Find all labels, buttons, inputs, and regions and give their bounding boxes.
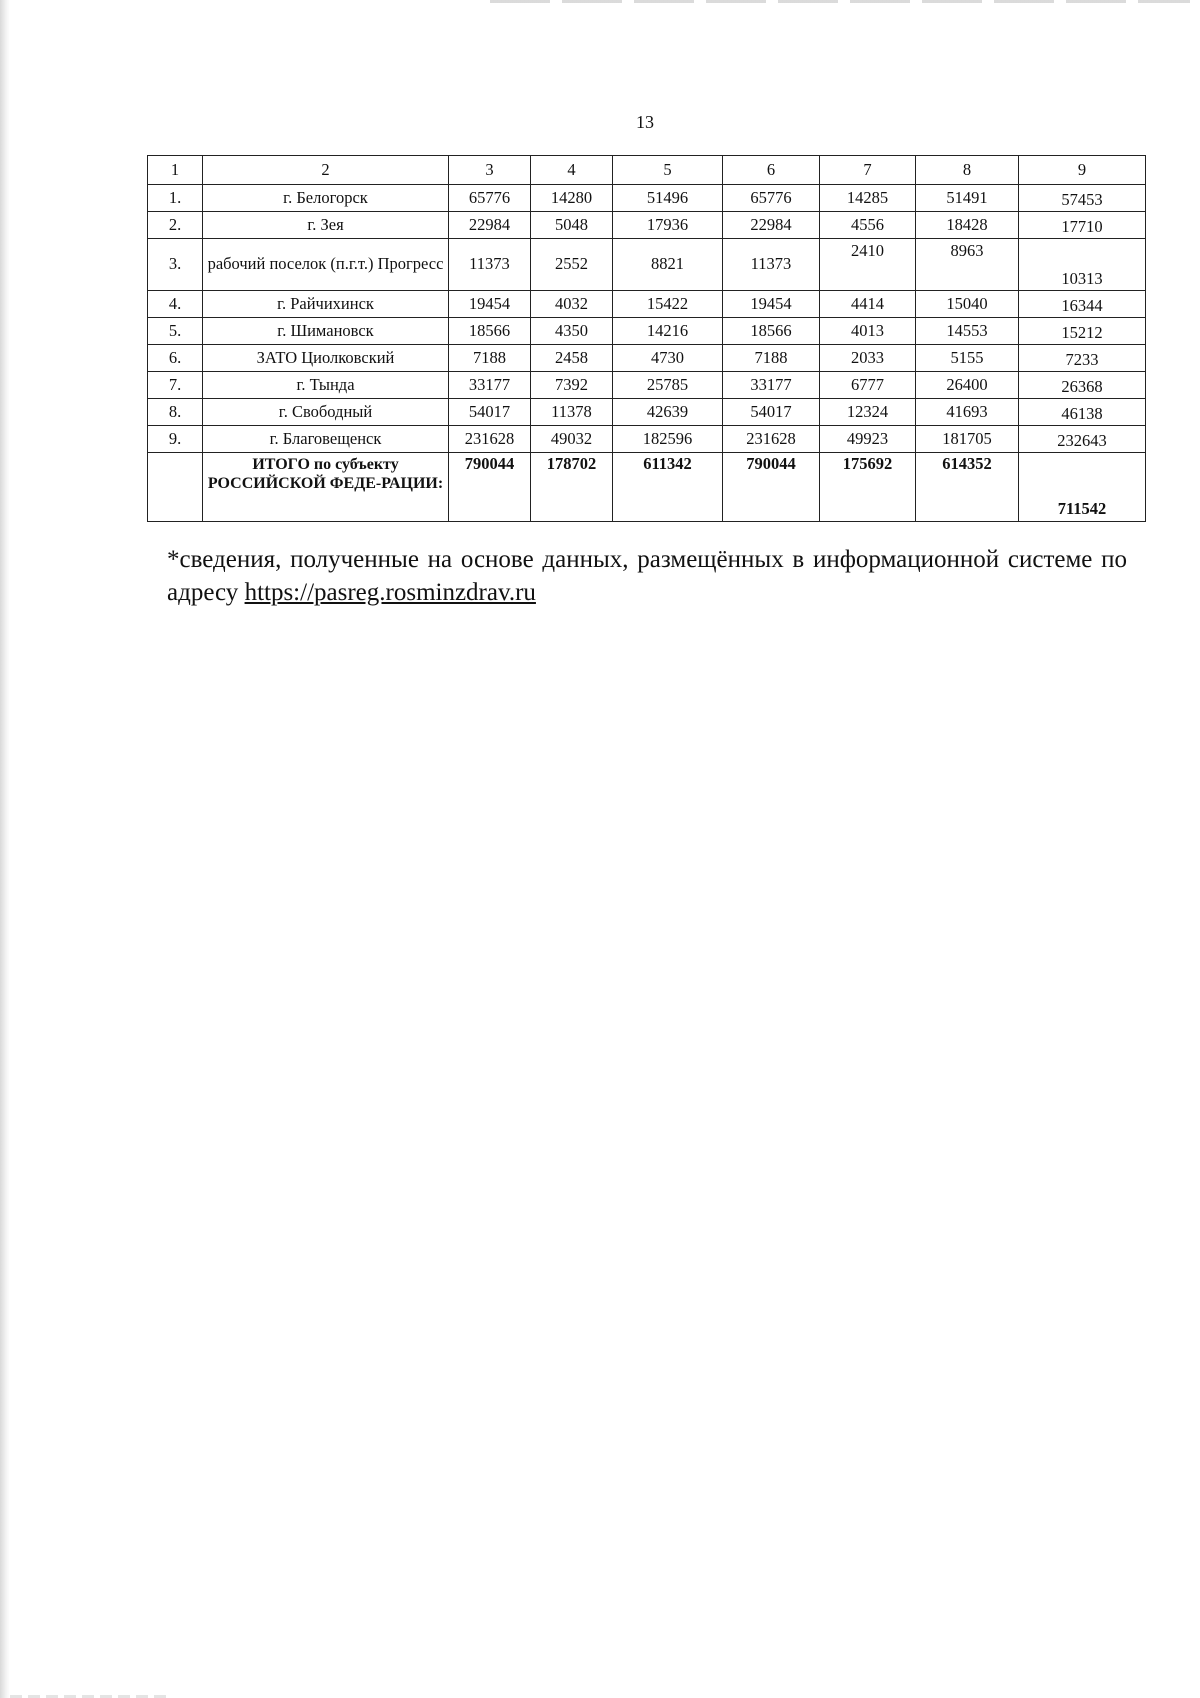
cell-col-3: 33177 — [449, 372, 531, 399]
cell-col-3: 54017 — [449, 399, 531, 426]
cell-col-9: 15212 — [1019, 318, 1146, 345]
cell-col-1: 6. — [148, 345, 203, 372]
cell-col-1: 2. — [148, 212, 203, 239]
cell-col-8: 614352 — [916, 453, 1019, 522]
cell-col-6: 231628 — [723, 426, 820, 453]
table-row — [148, 426, 1146, 453]
scan-artifact-top — [490, 0, 1190, 3]
cell-col-1: 5. — [148, 318, 203, 345]
footnote — [167, 544, 1127, 609]
cell-col-4: 4350 — [531, 318, 613, 345]
cell-col-6: 19454 — [723, 291, 820, 318]
cell-col-7: 2410 — [820, 239, 916, 291]
cell-col-8: 8 — [916, 156, 1019, 185]
cell-col-8: 18428 — [916, 212, 1019, 239]
table-row — [148, 239, 1146, 291]
cell-col-1: 1 — [148, 156, 203, 185]
cell-col-3: 3 — [449, 156, 531, 185]
footnote-link[interactable]: https://pasreg.rosminzdrav.ru — [244, 578, 536, 606]
cell-col-1: 1. — [148, 185, 203, 212]
cell-col-9: 9 — [1019, 156, 1146, 185]
cell-col-9: 7233 — [1019, 345, 1146, 372]
cell-col-8: 15040 — [916, 291, 1019, 318]
scan-edge — [0, 0, 10, 1698]
statistics-table — [147, 155, 1146, 522]
cell-col-2: г. Белогорск — [203, 185, 449, 212]
cell-col-2: г. Благовещенск — [203, 426, 449, 453]
cell-col-4: 7392 — [531, 372, 613, 399]
table-header-row — [148, 156, 1146, 185]
cell-col-8: 5155 — [916, 345, 1019, 372]
cell-col-2: г. Зея — [203, 212, 449, 239]
cell-col-5: 51496 — [613, 185, 723, 212]
cell-col-1: 8. — [148, 399, 203, 426]
cell-col-6: 7188 — [723, 345, 820, 372]
table-body — [148, 156, 1146, 522]
cell-col-8: 8963 — [916, 239, 1019, 291]
cell-col-4: 2458 — [531, 345, 613, 372]
cell-col-9: 232643 — [1019, 426, 1146, 453]
cell-col-5: 42639 — [613, 399, 723, 426]
cell-col-5: 17936 — [613, 212, 723, 239]
cell-col-9: 10313 — [1019, 239, 1146, 291]
cell-col-3: 19454 — [449, 291, 531, 318]
table-row — [148, 345, 1146, 372]
cell-col-3: 11373 — [449, 239, 531, 291]
cell-col-2: г. Тында — [203, 372, 449, 399]
footnote-text: *сведения, полученные на основе данных, размещённых в информационной системе по адресу — [167, 546, 1127, 606]
cell-col-4: 4032 — [531, 291, 613, 318]
cell-col-4: 11378 — [531, 399, 613, 426]
cell-col-1: 9. — [148, 426, 203, 453]
cell-col-1: 7. — [148, 372, 203, 399]
cell-col-1 — [148, 453, 203, 522]
cell-col-6: 11373 — [723, 239, 820, 291]
cell-col-7: 49923 — [820, 426, 916, 453]
cell-col-6: 33177 — [723, 372, 820, 399]
cell-col-8: 41693 — [916, 399, 1019, 426]
cell-col-3: 7188 — [449, 345, 531, 372]
cell-col-6: 22984 — [723, 212, 820, 239]
cell-col-9: 26368 — [1019, 372, 1146, 399]
table-row — [148, 372, 1146, 399]
cell-col-5: 611342 — [613, 453, 723, 522]
cell-col-7: 175692 — [820, 453, 916, 522]
cell-col-3: 65776 — [449, 185, 531, 212]
table-row — [148, 399, 1146, 426]
cell-col-6: 18566 — [723, 318, 820, 345]
cell-col-1: 3. — [148, 239, 203, 291]
cell-col-7: 14285 — [820, 185, 916, 212]
cell-col-7: 4013 — [820, 318, 916, 345]
cell-col-2: ЗАТО Циолковский — [203, 345, 449, 372]
table-row — [148, 291, 1146, 318]
cell-col-2: ИТОГО по субъекту РОССИЙСКОЙ ФЕДЕ-РАЦИИ: — [203, 453, 449, 522]
cell-col-9: 16344 — [1019, 291, 1146, 318]
cell-col-4: 14280 — [531, 185, 613, 212]
page-number: 13 — [636, 112, 654, 132]
cell-col-3: 231628 — [449, 426, 531, 453]
cell-col-6: 790044 — [723, 453, 820, 522]
cell-col-3: 18566 — [449, 318, 531, 345]
cell-col-5: 4730 — [613, 345, 723, 372]
cell-col-8: 14553 — [916, 318, 1019, 345]
cell-col-4: 5048 — [531, 212, 613, 239]
cell-col-2: 2 — [203, 156, 449, 185]
table-total-row — [148, 453, 1146, 522]
table-row — [148, 212, 1146, 239]
cell-col-2: г. Свободный — [203, 399, 449, 426]
cell-col-8: 51491 — [916, 185, 1019, 212]
cell-col-9: 46138 — [1019, 399, 1146, 426]
table-row — [148, 318, 1146, 345]
cell-col-6: 65776 — [723, 185, 820, 212]
cell-col-3: 22984 — [449, 212, 531, 239]
cell-col-2: г. Шимановск — [203, 318, 449, 345]
cell-col-5: 15422 — [613, 291, 723, 318]
cell-col-6: 54017 — [723, 399, 820, 426]
cell-col-2: г. Райчихинск — [203, 291, 449, 318]
cell-col-5: 25785 — [613, 372, 723, 399]
cell-col-7: 4414 — [820, 291, 916, 318]
cell-col-7: 2033 — [820, 345, 916, 372]
cell-col-2: рабочий поселок (п.г.т.) Прогресс — [203, 239, 449, 291]
cell-col-4: 178702 — [531, 453, 613, 522]
cell-col-9: 17710 — [1019, 212, 1146, 239]
cell-col-4: 4 — [531, 156, 613, 185]
cell-col-4: 49032 — [531, 426, 613, 453]
cell-col-1: 4. — [148, 291, 203, 318]
cell-col-9: 57453 — [1019, 185, 1146, 212]
table-row — [148, 185, 1146, 212]
cell-col-6: 6 — [723, 156, 820, 185]
cell-col-8: 181705 — [916, 426, 1019, 453]
cell-col-4: 2552 — [531, 239, 613, 291]
cell-col-7: 7 — [820, 156, 916, 185]
cell-col-8: 26400 — [916, 372, 1019, 399]
cell-col-5: 8821 — [613, 239, 723, 291]
cell-col-9: 711542 — [1019, 453, 1146, 522]
cell-col-7: 6777 — [820, 372, 916, 399]
cell-col-7: 12324 — [820, 399, 916, 426]
cell-col-5: 5 — [613, 156, 723, 185]
cell-col-3: 790044 — [449, 453, 531, 522]
cell-col-5: 182596 — [613, 426, 723, 453]
cell-col-7: 4556 — [820, 212, 916, 239]
cell-col-5: 14216 — [613, 318, 723, 345]
